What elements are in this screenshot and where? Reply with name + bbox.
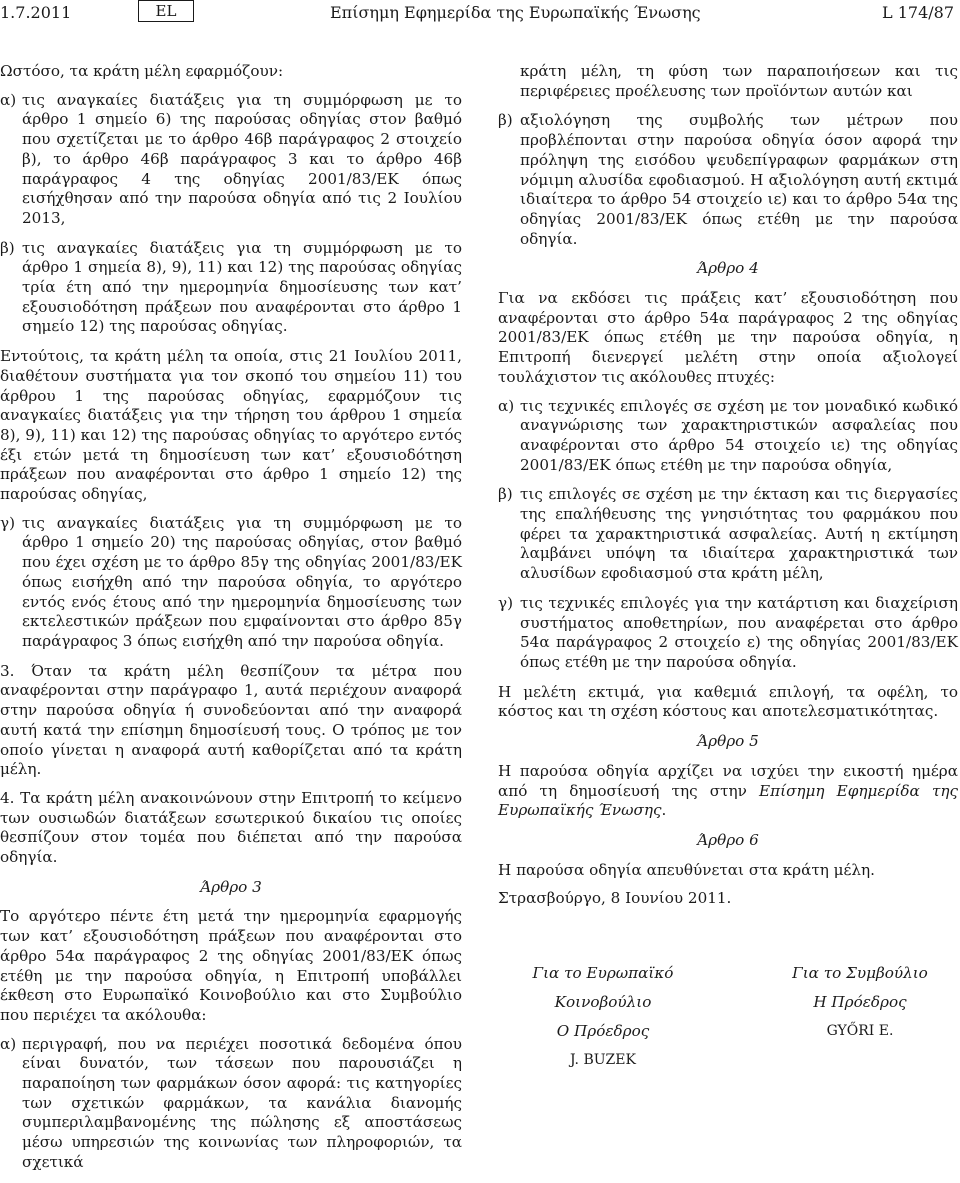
list-item-continuation: [498, 62, 958, 101]
page-reference: L 174/87: [882, 3, 954, 22]
paragraph-4: 4. Τα κράτη μέλη ανακοινώνουν στην Επιτροπή το κείμενο των ουσιωδών διατάξεων εσωτερικού δικαίου τις οποίες θεσπίζουν στον τομέα που διέπεται από την παρούσα οδηγία.: [0, 788, 462, 867]
left-column: [0, 62, 462, 1183]
item-text: αξιολόγηση της συμβολής των μέτρων που προβλέπονται στην παρούσα οδηγία όσον αφορά την πρόληψη της εισόδου ψευδεπίγραφων φαρμάκων στη νόμιμη αλυσίδα εφοδιασμού. Η αξιολόγηση αυτή εκτιμά ιδιαίτερα το άρθρο 54 στοιχείο ιε) και το άρθρο 54α της οδηγίας 2001/83/ΕΚ όπως ετέθη με την παρούσα οδηγία.: [520, 111, 958, 248]
signature-parliament: [498, 959, 708, 1075]
item-label: β): [0, 238, 15, 257]
paragraph-3: 3. Όταν τα κράτη μέλη θεσπίζουν τα μέτρα που αναφέρονται στην παράγραφο 1, αυτά περιέχουν αναφορά στην παρούσα οδηγία ή συνοδεύονται από την αναφορά αυτή κατά την επίσημη δημοσίευσή τους. Ο τρόπος με τον οποίο γίνεται η αναφορά αυτή καθορίζεται από τα κράτη μέλη.: [0, 661, 462, 779]
intro-paragraph: Ωστόσο, τα κράτη μέλη εφαρμόζουν:: [0, 62, 284, 80]
journal-title: Επίσημη Εφημερίδα της Ευρωπαϊκής Ένωσης: [330, 3, 701, 22]
item-label: γ): [498, 593, 514, 612]
page-header: [0, 0, 960, 30]
list-item: [498, 397, 958, 476]
signature-role: Η Πρόεδρος: [813, 993, 907, 1012]
article-4-heading: Άρθρο 4: [697, 259, 759, 278]
article-6-text: Η παρούσα οδηγία απευθύνεται στα κράτη μέλη.: [498, 860, 875, 879]
right-column: [498, 62, 958, 1069]
issue-date: 1.7.2011: [0, 3, 72, 22]
item-text: τις τεχνικές επιλογές σε σχέση με τον μοναδικό κωδικό αναγνώρισης των χαρακτηριστικών ασφαλείας που αναφέρονται στο άρθρο 54 στοιχείο ιε) της οδηγίας 2001/83/ΕΚ όπως ετέθη με την παρούσα οδηγία,: [520, 396, 958, 474]
signature-council: [760, 959, 960, 1046]
article-5-heading: Άρθρο 5: [697, 732, 759, 751]
item-label: α): [498, 396, 515, 415]
journal-name-italic: Επίσημη Εφημερίδα της Ευρωπαϊκής Ένωσης: [498, 781, 958, 820]
signature-block: [498, 959, 958, 1069]
language-badge: EL: [138, 0, 194, 22]
article-3-heading: Άρθρο 3: [200, 877, 262, 896]
item-label: α): [0, 90, 17, 109]
list-item: [498, 485, 958, 584]
item-text: περιγραφή, που να περιέχει ποσοτικά δεδομένα όπου είναι δυνατόν, των τάσεων που παρουσιάζει η παραποίηση των φαρμάκων όσον αφορά: τις κατηγορίες των σχετικών φαρμάκων, τα κανάλια διανομής συμπεριλαμβανομένης της πώλησης εξ αποστάσεως μέσω υπηρεσιών της κοινωνίας των πληροφοριών, τα σχετικά: [22, 1034, 462, 1171]
place-date: Στρασβούργο, 8 Ιουνίου 2011.: [498, 889, 732, 908]
signature-institution: Για το Συμβούλιο: [792, 964, 928, 983]
item-text: κράτη μέλη, τη φύση των παραποιήσεων και τις περιφέρειες προέλευσης των προϊόντων αυτών και: [520, 62, 958, 100]
list-item: [0, 91, 462, 229]
article-6-heading: Άρθρο 6: [697, 830, 759, 849]
item-label: γ): [0, 513, 16, 532]
item-text: τις αναγκαίες διατάξεις για τη συμμόρφωση με το άρθρο 1 σημεία 8), 9), 11) και 12) της παρούσας οδηγίας τρία έτη από την ημερομηνία δημοσίευσης των κατ’ εξουσιοδότηση πράξεων που αναφέρονται στο άρθρο 1 σημείο 12) της παρούσας οδηγίας.: [22, 238, 462, 336]
list-item: [0, 514, 462, 652]
list-item: [498, 594, 958, 673]
article-4-closing: Η μελέτη εκτιμά, για καθεμιά επιλογή, τα οφέλη, το κόστος και τη σχέση κόστους και αποτελεσματικότητας.: [498, 682, 958, 721]
list-item: [498, 111, 958, 249]
signature-institution: Για το Ευρωπαϊκό Κοινοβούλιο: [532, 964, 674, 1012]
article-3-text: Το αργότερο πέντε έτη μετά την ημερομηνία εφαρμογής των κατ’ εξουσιοδότηση πράξεων που αναφέρονται στο άρθρο 54α παράγραφος 2 της οδηγίας 2001/83/ΕΚ όπως ετέθη με την παρούσα οδηγία, η Επιτροπή υποβάλλει έκθεση στο Ευρωπαϊκό Κοινοβούλιο και στο Συμβούλιο που περιέχει τα ακόλουθα:: [0, 907, 462, 1024]
article-5-text: Η παρούσα οδηγία αρχίζει να ισχύει την εικοστή ημέρα από τη δημοσίευσή της στην Επίσημη Εφημερίδα της Ευρωπαϊκής Ένωσης.: [498, 761, 958, 820]
item-label: β): [498, 485, 513, 504]
item-text: τις επιλογές σε σχέση με την έκταση και τις διεργασίες της επαλήθευσης της γνησιότητας του φαρμάκου που φέρει τα χαρακτηριστικά ασφαλείας. Αυτή η εκτίμηση λαμβάνει υπόψη τα ιδιαίτερα χαρακτηριστικά των αλυσίδων εφοδιασμού στα κράτη μέλη,: [520, 485, 958, 583]
signature-role: Ο Πρόεδρος: [556, 1022, 650, 1041]
article-4-text: Για να εκδόσει τις πράξεις κατ’ εξουσιοδότηση που αναφέρονται στο άρθρο 54α παράγραφος 2 της οδηγίας 2001/83/ΕΚ όπως ετέθη με την παρούσα οδηγία, η Επιτροπή διενεργεί μελέτη στην οποία αξιολογεί τουλάχιστον τις ακόλουθες πτυχές:: [498, 289, 958, 386]
item-label: β): [498, 111, 513, 130]
item-text: τις αναγκαίες διατάξεις για τη συμμόρφωση με το άρθρο 1 σημείο 20) της παρούσας οδηγίας, στον βαθμό που έχει σχέση με το άρθρο 85γ της οδηγίας 2001/83/ΕΚ όπως εισήχθη από την παρούσα οδηγία, το αργότερο εντός ενός έτους από την ημερομηνία δημοσίευσης των εκτελεστικών πράξεων που εμφαίνονται στο άρθρο 85γ παράγραφος 3 όπως εισήχθη από την παρούσα οδηγία.: [22, 513, 462, 650]
item-label: α): [0, 1034, 17, 1053]
list-item: [0, 239, 462, 338]
list-item: [0, 1035, 462, 1173]
item-text: τις τεχνικές επιλογές για την κατάρτιση και διαχείριση συστήματος αποθετηρίων, που αναφέρεται στο άρθρο 54α παράγραφος 2 στοιχείο ε) της οδηγίας 2001/83/ΕΚ όπως ετέθη με την παρούσα οδηγία.: [520, 593, 958, 671]
item-text: τις αναγκαίες διατάξεις για τη συμμόρφωση με το άρθρο 1 σημείο 6) της παρούσας οδηγίας στον βαθμό που σχετίζεται με το άρθρο 46β παράγραφος 2 στοιχείο β), το άρθρο 46β παράγραφος 3 και το άρθρο 46β παράγραφος 4 της οδηγίας 2001/83/ΕΚ όπως εισήχθησαν από την παρούσα οδηγία από τις 2 Ιουλίου 2013,: [22, 90, 462, 227]
signature-name: J. BUZEK: [570, 1052, 636, 1069]
signature-name: GYŐRI E.: [826, 1023, 894, 1040]
paragraph: Εντούτοις, τα κράτη μέλη τα οποία, στις 21 Ιουλίου 2011, διαθέτουν συστήματα για τον σκοπό του σημείου 11) του άρθρου 1 της παρούσας οδηγίας, εφαρμόζουν τις αναγκαίες διατάξεις για την τήρηση του άρθρου 1 σημεία 8), 9), 11) και 12) της παρούσας οδηγίας το αργότερο εντός έξι ετών μετά τη δημοσίευση των κατ’ εξουσιοδότηση πράξεων που αναφέρονται στο άρθρο 1 σημείο 12) της παρούσας οδηγίας,: [0, 347, 462, 504]
